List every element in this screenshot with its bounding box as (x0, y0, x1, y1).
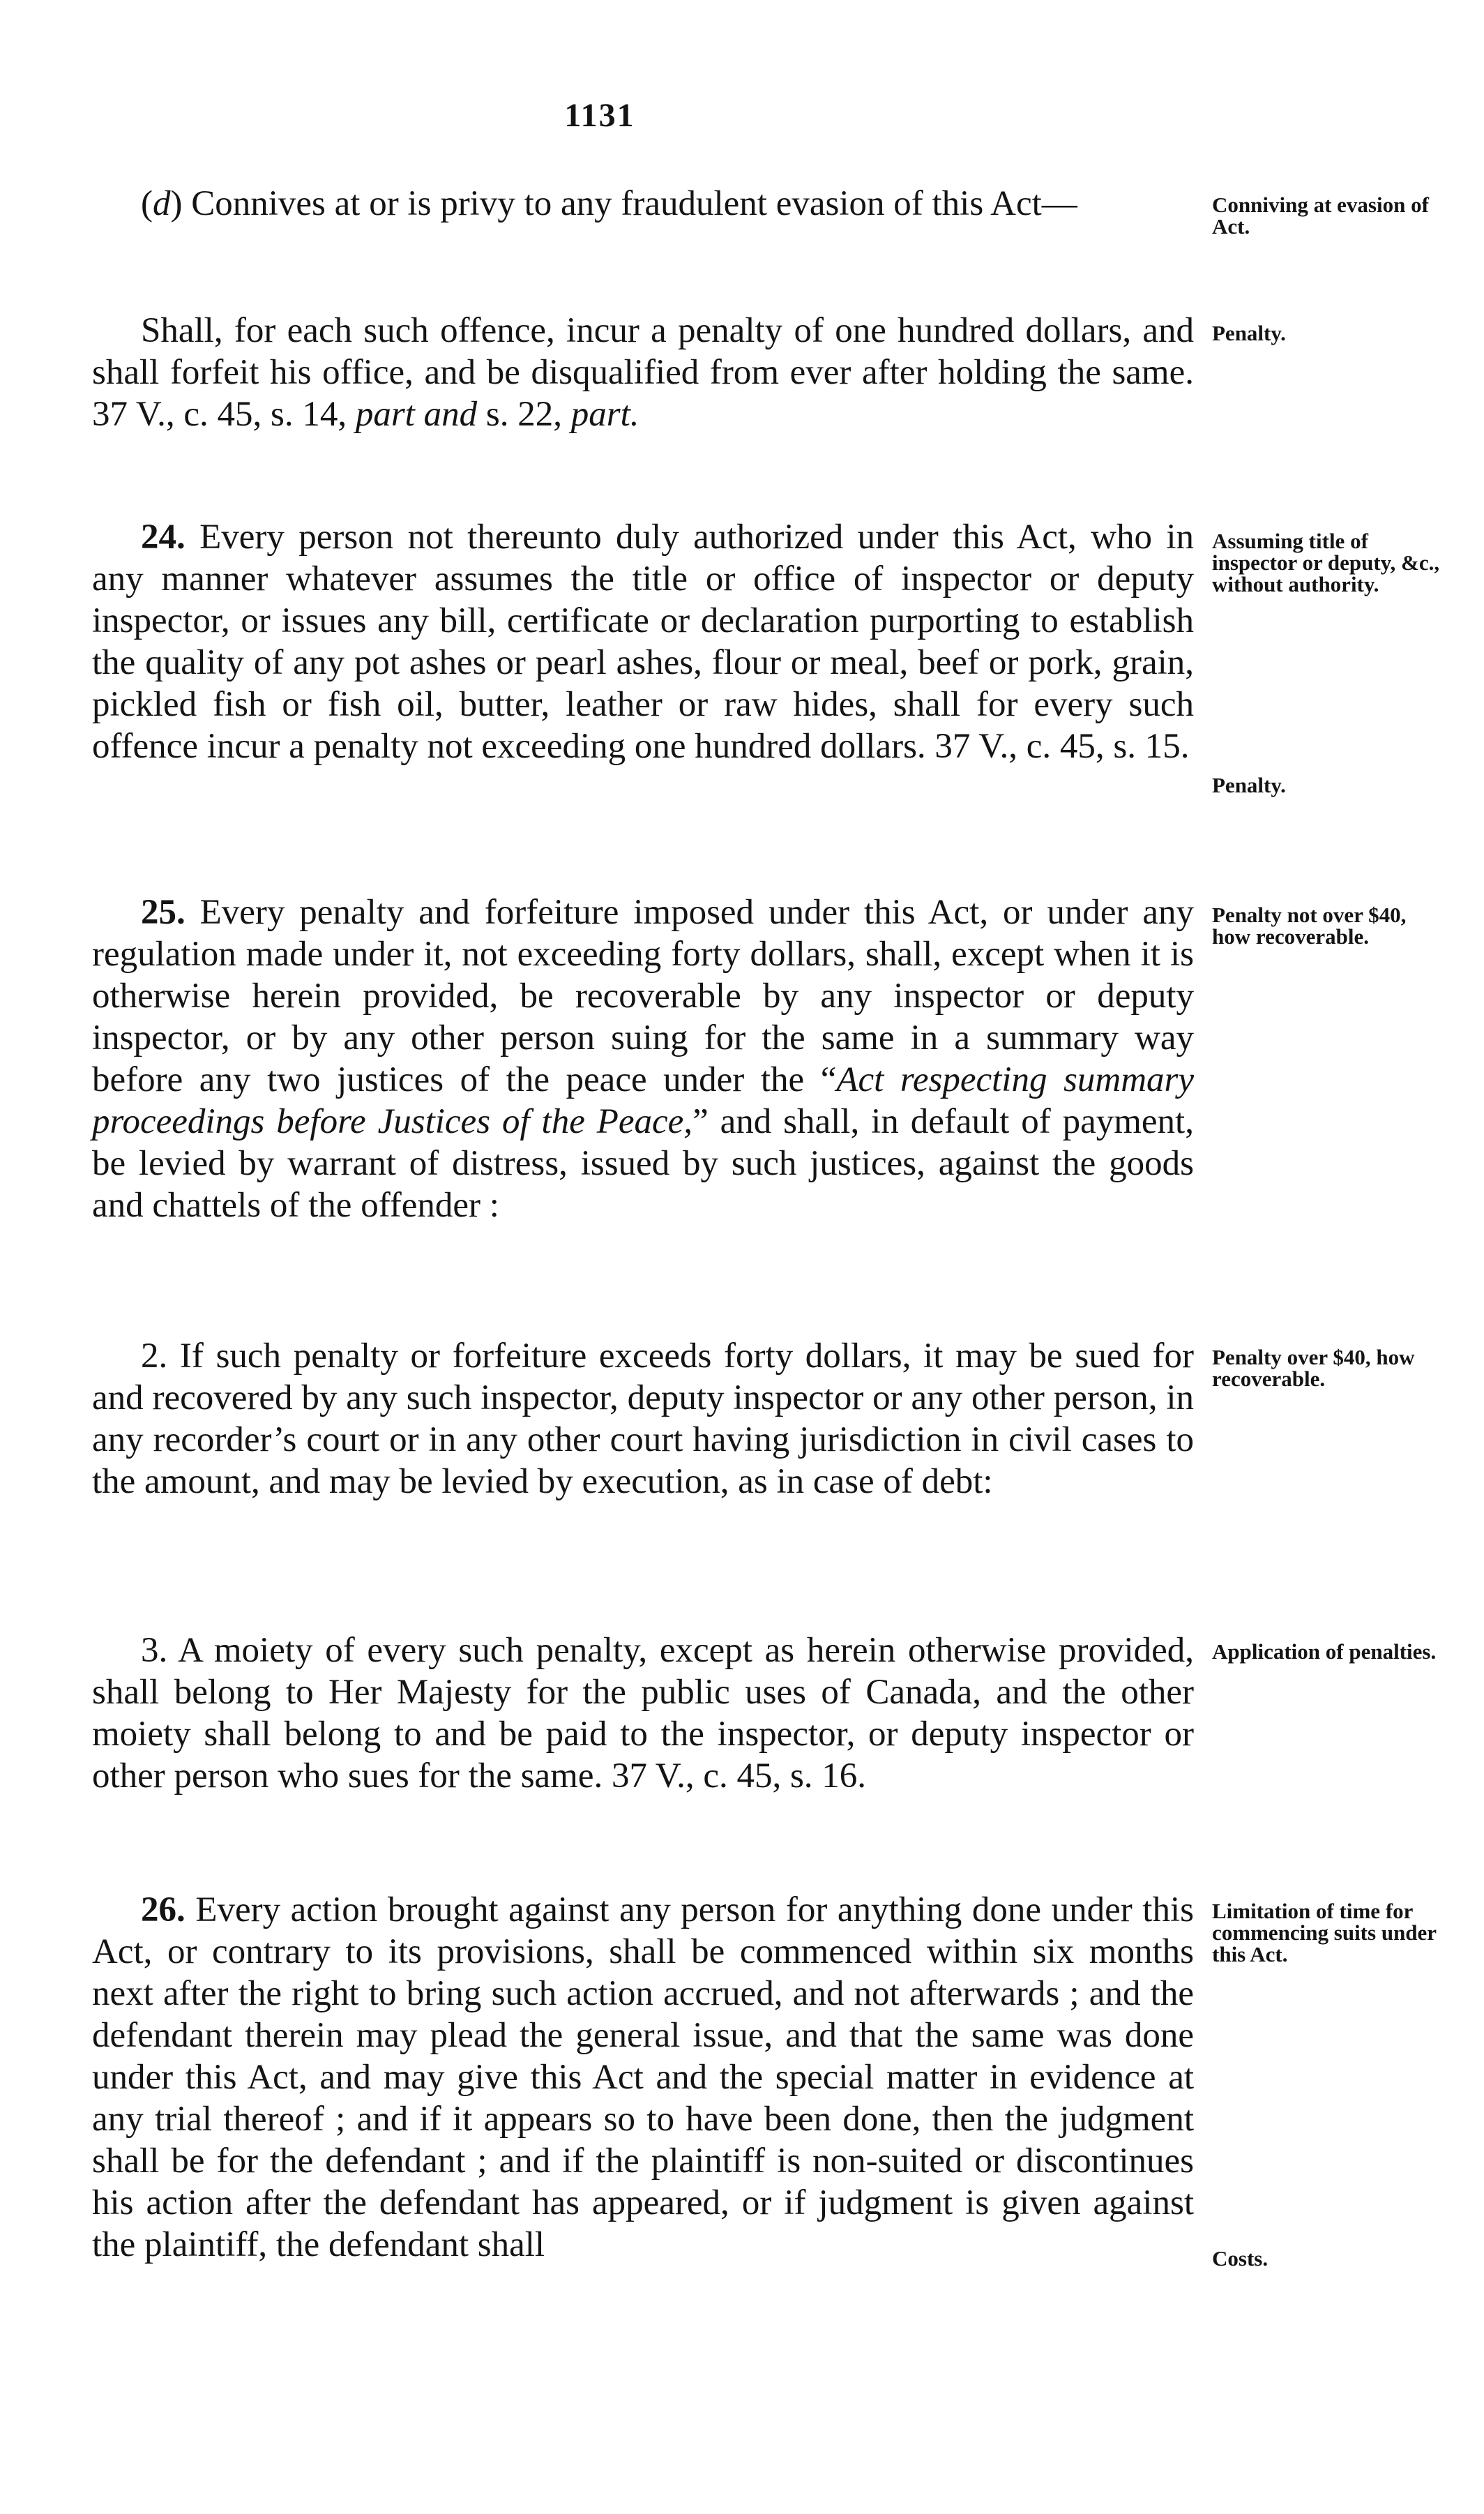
margin-note-conniving: Conniving at evasion of Act. (1212, 193, 1429, 239)
text-run: Every penalty and forfeiture imposed under this Act, or under any regulation made under it, not exceeding forty dollars, shall, except when it is otherwise herein provided, be recoverable by any inspector or deputy inspector, or by any other person suing for the same in a summary way before any two justices of the peace under the “ (92, 893, 1194, 1099)
section-26 (92, 1889, 1194, 2266)
clause-d (92, 183, 1194, 225)
section-number: 24. (141, 518, 186, 557)
text-run: ) Connives at or is privy to any fraudulent evasion of this Act— (170, 184, 1077, 223)
section-25-subsection-3-text (92, 1629, 1194, 1797)
text-run: 2. If such penalty or forfeiture exceeds forty dollars, it may be sued for and recovered by any such inspector, deputy inspector or any other person, in any recorder’s court or in any other court having jurisdiction in civil cases to the amount, and may be levied by execution, as in case of debt: (92, 1337, 1194, 1501)
text-run: part and (355, 395, 478, 434)
margin-note-penalty-over-40: Penalty over $40, how recoverable. (1212, 1345, 1415, 1391)
margin-note-application: Application of penalties. (1212, 1639, 1437, 1664)
page-number: 1131 (564, 97, 635, 134)
section-24 (92, 516, 1194, 767)
margin-note-limitation: Limitation of time for commencing suits under this Act. (1212, 1899, 1437, 1966)
section-25 (92, 891, 1194, 1226)
text-run: ( (141, 184, 153, 223)
section-25-subsection-2-text (92, 1335, 1194, 1503)
section-number: 25. (141, 893, 186, 932)
section-25-subsection-2 (92, 1335, 1194, 1503)
margin-note-assuming-title: Assuming title of inspector or deputy, &c., without authority. (1212, 529, 1440, 596)
text-run: Every person not thereunto duly authorized under this Act, who in any manner whatever assumes the title or office of inspector or deputy inspector, or issues any bill, certificate or declaration purporting to establish the quality of any pot ashes or pearl ashes, flour or meal, beef or pork, grain, pickled fish or fish oil, butter, leather or raw hides, shall for every such offence incur a penalty not exceeding one hundred dollars. 37 V., c. 45, s. 15. (92, 518, 1194, 766)
clause-d-text (92, 183, 1194, 225)
margin-note-penalty-1: Penalty. (1212, 321, 1286, 345)
section-24-text (92, 516, 1194, 767)
text-run: part. (570, 395, 639, 434)
text-run: d (152, 184, 171, 223)
section-number: 26. (141, 1890, 186, 1929)
text-run: s. 22, (477, 395, 571, 434)
margin-note-penalty-2: Penalty. (1212, 773, 1286, 797)
section-25-subsection-3 (92, 1629, 1194, 1797)
text-run: ” and shall, in default of payment, be levied by warrant of distress, issued by such justices, against the goods and chattels of the offender : (92, 1102, 1194, 1225)
section-25-text (92, 891, 1194, 1226)
text-run: 3. A moiety of every such penalty, except as herein otherwise provided, shall belong to Her Majesty for the public uses of Canada, and the other moiety shall belong to and be paid to the inspector, or deputy inspector or other person who sues for the same. 37 V., c. 45, s. 16. (92, 1631, 1194, 1796)
section-26-text (92, 1889, 1194, 2266)
penalty-clause-text (92, 310, 1194, 435)
text-run: Shall, for each such offence, incur a penalty of one hundred dollars, and shall forfeit his office, and be disqualified from ever after holding the same. 37 V., c. 45, s. 14, (92, 311, 1194, 434)
text-run: Every action brought against any person for anything done under this Act, or contrary to its provisions, shall be commenced within six months next after the right to bring such action accrued, and not afterwards ; and the defendant therein may plead the general issue, and that the same was done under this Act, and may give this Act and the special matter in evidence at any trial thereof ; and if it appears so to have been done, then the judgment shall be for the defendant ; and if the plaintiff is non-suited or discontinues his action after the defendant has appeared, or if judgment is given against the plaintiff, the defendant shall (92, 1890, 1194, 2264)
text-run: Act respecting summary proceedings before Justices of the Peace, (92, 1060, 1195, 1141)
margin-note-penalty-not-over-40: Penalty not over $40, how recoverable. (1212, 903, 1407, 949)
margin-note-costs: Costs. (1212, 2246, 1269, 2271)
penalty-clause (92, 310, 1194, 435)
